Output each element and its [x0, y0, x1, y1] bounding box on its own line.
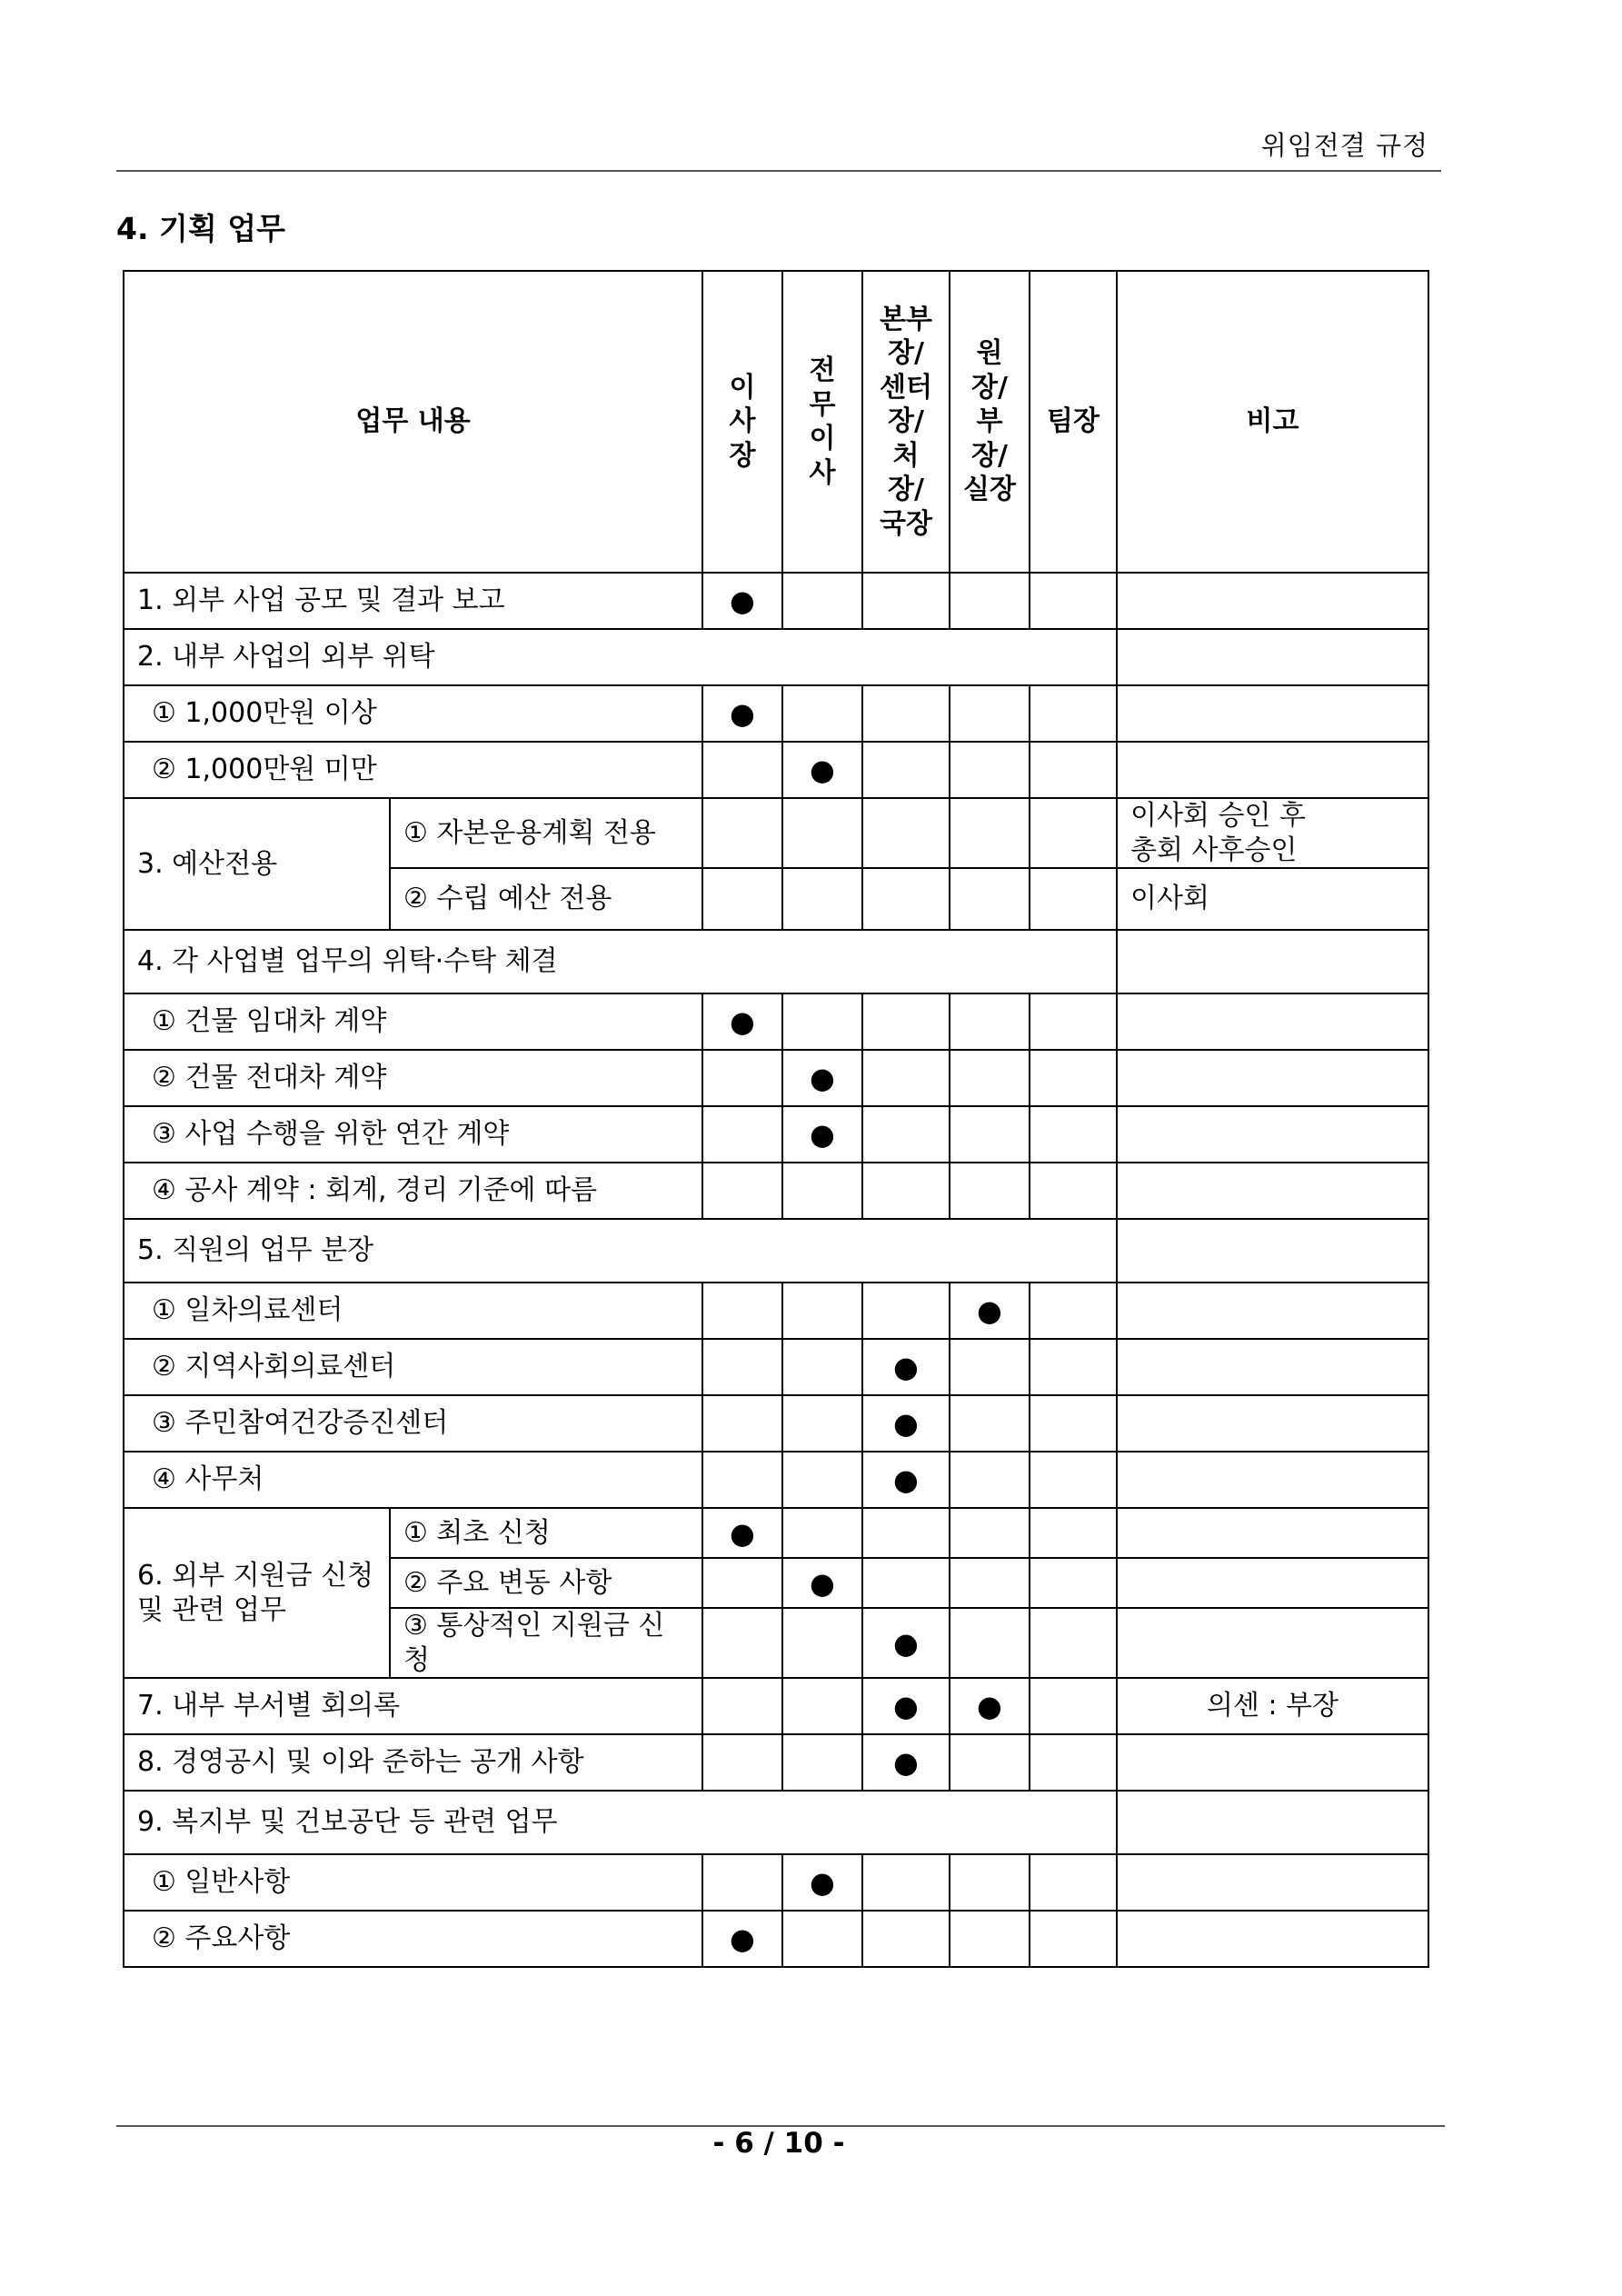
mark-cell: [782, 1395, 862, 1452]
mark-cell: [1030, 742, 1117, 798]
mark-cell: [782, 1508, 862, 1558]
mark-cell: ●: [862, 1452, 950, 1508]
note-cell: [1117, 685, 1428, 742]
mark-cell: [950, 1395, 1030, 1452]
table-row: [124, 1219, 1428, 1283]
table-row: [124, 1911, 1428, 1967]
note-cell: [1117, 1106, 1428, 1163]
mark-cell: [1030, 1283, 1117, 1339]
mark-cell: [1030, 1678, 1117, 1734]
row-label: ① 건물 임대차 계약: [124, 993, 702, 1050]
mark-cell: [862, 1911, 950, 1967]
mark-cell: [862, 868, 950, 930]
row-label: 7. 내부 부서별 회의록: [124, 1678, 702, 1734]
mark-cell: [950, 1050, 1030, 1106]
mark-cell: [1030, 868, 1117, 930]
table-row: [124, 1508, 1428, 1558]
row-label: ② 건물 전대차 계약: [124, 1050, 702, 1106]
header-team-lead: 팀장: [1030, 271, 1117, 573]
mark-cell: ●: [782, 1050, 862, 1106]
mark-cell: ●: [782, 1106, 862, 1163]
mark-cell: [702, 798, 782, 868]
row-label: ③ 통상적인 지원금 신청: [390, 1608, 702, 1678]
mark-cell: [862, 685, 950, 742]
note-cell: [1117, 1163, 1428, 1219]
mark-cell: [782, 993, 862, 1050]
delegation-table: [123, 270, 1429, 1968]
mark-cell: [782, 798, 862, 868]
mark-cell: [702, 1163, 782, 1219]
table-row: [124, 1854, 1428, 1911]
mark-cell: [950, 993, 1030, 1050]
row-label: ② 지역사회의료센터: [124, 1339, 702, 1395]
mark-cell: [862, 1106, 950, 1163]
header-managing-director: [782, 271, 862, 573]
note-cell: [1117, 1791, 1428, 1854]
table-row: [124, 629, 1428, 685]
table-row: [124, 1452, 1428, 1508]
note-cell: [1117, 629, 1428, 685]
mark-cell: [702, 1339, 782, 1395]
mark-cell: [702, 1734, 782, 1791]
document-title: 위임전결 규정: [1260, 130, 1428, 161]
note-cell: [1117, 1734, 1428, 1791]
mark-cell: [782, 1339, 862, 1395]
mark-cell: ●: [782, 742, 862, 798]
table-row: [124, 685, 1428, 742]
note-cell: 이사회: [1117, 868, 1428, 930]
mark-cell: ●: [702, 573, 782, 629]
row-label: ① 일차의료센터: [124, 1283, 702, 1339]
mark-cell: [1030, 1452, 1117, 1508]
note-cell: [1117, 1219, 1428, 1283]
mark-cell: [950, 1452, 1030, 1508]
row-label: 1. 외부 사업 공모 및 결과 보고: [124, 573, 702, 629]
row-label: ① 자본운용계획 전용: [390, 798, 702, 868]
mark-cell: [950, 1608, 1030, 1678]
row-label: ① 최초 신청: [390, 1508, 702, 1558]
note-cell: [1117, 1050, 1428, 1106]
mark-cell: [950, 685, 1030, 742]
note-cell: [1117, 1452, 1428, 1508]
note-cell: 의센 : 부장: [1117, 1678, 1428, 1734]
mark-cell: [702, 742, 782, 798]
note-cell: [1117, 573, 1428, 629]
note-cell: [1117, 1558, 1428, 1608]
mark-cell: [1030, 1854, 1117, 1911]
mark-cell: [950, 1106, 1030, 1163]
row-heading: 4. 각 사업별 업무의 위탁·수탁 체결: [124, 930, 1117, 993]
row-heading: 5. 직원의 업무 분장: [124, 1219, 1117, 1283]
mark-cell: [862, 1050, 950, 1106]
note-cell: [1117, 1283, 1428, 1339]
mark-cell: [950, 1558, 1030, 1608]
mark-cell: ●: [782, 1854, 862, 1911]
mark-cell: [1030, 1911, 1117, 1967]
row-label: ④ 사무처: [124, 1452, 702, 1508]
mark-cell: [702, 1050, 782, 1106]
mark-cell: [782, 868, 862, 930]
mark-cell: ●: [782, 1558, 862, 1608]
header-chairman-label: 이사장: [729, 371, 756, 472]
mark-cell: [1030, 1608, 1117, 1678]
mark-cell: [782, 1678, 862, 1734]
mark-cell: ●: [862, 1339, 950, 1395]
mark-cell: [782, 685, 862, 742]
header-chairman: [702, 271, 782, 573]
note-cell: [1117, 1911, 1428, 1967]
header-managing-director-label: 전무이사: [809, 354, 836, 489]
mark-cell: [702, 1106, 782, 1163]
note-cell: [1117, 1395, 1428, 1452]
mark-cell: [782, 1452, 862, 1508]
note-cell: [1117, 1608, 1428, 1678]
header-director-label: 원장/부장/실장: [963, 337, 1016, 506]
table-row: [124, 1050, 1428, 1106]
row-label: ③ 사업 수행을 위한 연간 계약: [124, 1106, 702, 1163]
note-cell: [1117, 742, 1428, 798]
mark-cell: [1030, 1734, 1117, 1791]
table-row: [124, 1339, 1428, 1395]
mark-cell: [862, 1163, 950, 1219]
mark-cell: [782, 1163, 862, 1219]
row-label: ① 1,000만원 이상: [124, 685, 702, 742]
table-row: [124, 742, 1428, 798]
table-header-row: [124, 271, 1428, 573]
row-label: ③ 주민참여건강증진센터: [124, 1395, 702, 1452]
group-label: 6. 외부 지원금 신청 및 관련 업무: [124, 1508, 390, 1678]
mark-cell: [862, 573, 950, 629]
mark-cell: ●: [862, 1608, 950, 1678]
mark-cell: [950, 1854, 1030, 1911]
mark-cell: ●: [862, 1734, 950, 1791]
mark-cell: [862, 798, 950, 868]
row-label: ② 수립 예산 전용: [390, 868, 702, 930]
mark-cell: [862, 1508, 950, 1558]
note-cell: [1117, 1854, 1428, 1911]
table-row: [124, 573, 1428, 629]
mark-cell: [862, 742, 950, 798]
table-row: [124, 930, 1428, 993]
mark-cell: [950, 798, 1030, 868]
row-label: 8. 경영공시 및 이와 준하는 공개 사항: [124, 1734, 702, 1791]
mark-cell: ●: [702, 1508, 782, 1558]
mark-cell: [782, 573, 862, 629]
table-row: [124, 798, 1428, 868]
row-label: ② 1,000만원 미만: [124, 742, 702, 798]
mark-cell: ●: [950, 1283, 1030, 1339]
group-label: 3. 예산전용: [124, 798, 390, 930]
row-heading: 9. 복지부 및 건보공단 등 관련 업무: [124, 1791, 1117, 1854]
row-label: ② 주요사항: [124, 1911, 702, 1967]
mark-cell: [702, 1608, 782, 1678]
row-label: ② 주요 변동 사항: [390, 1558, 702, 1608]
table-row: [124, 1734, 1428, 1791]
mark-cell: ●: [702, 685, 782, 742]
header-divider: [116, 170, 1441, 172]
mark-cell: [702, 1558, 782, 1608]
mark-cell: [950, 868, 1030, 930]
mark-cell: ●: [702, 993, 782, 1050]
table-row: [124, 1395, 1428, 1452]
mark-cell: [1030, 1163, 1117, 1219]
table-row: [124, 1791, 1428, 1854]
note-cell: [1117, 930, 1428, 993]
header-content: 업무 내용: [124, 271, 702, 573]
row-label: ① 일반사항: [124, 1854, 702, 1911]
mark-cell: [702, 868, 782, 930]
mark-cell: [702, 1678, 782, 1734]
note-cell: [1117, 993, 1428, 1050]
table-row: [124, 1106, 1428, 1163]
mark-cell: [950, 1508, 1030, 1558]
row-heading: 2. 내부 사업의 외부 위탁: [124, 629, 1117, 685]
header-division-head: [862, 271, 950, 573]
mark-cell: [950, 1339, 1030, 1395]
mark-cell: [1030, 573, 1117, 629]
section-title: 4. 기획 업무: [116, 211, 285, 246]
mark-cell: [1030, 1050, 1117, 1106]
mark-cell: [782, 1283, 862, 1339]
mark-cell: [950, 742, 1030, 798]
mark-cell: ●: [862, 1678, 950, 1734]
mark-cell: [950, 1911, 1030, 1967]
mark-cell: [950, 1163, 1030, 1219]
mark-cell: [950, 573, 1030, 629]
mark-cell: [862, 1854, 950, 1911]
note-cell: 이사회 승인 후 총회 사후승인: [1117, 798, 1428, 868]
mark-cell: [1030, 1106, 1117, 1163]
table-row: [124, 1283, 1428, 1339]
mark-cell: ●: [702, 1911, 782, 1967]
mark-cell: [702, 1283, 782, 1339]
header-division-head-label: 본부장/센터장/처장/국장: [880, 303, 932, 540]
header-note: 비고: [1117, 271, 1428, 573]
mark-cell: [1030, 993, 1117, 1050]
row-label: ④ 공사 계약 : 회계, 경리 기준에 따름: [124, 1163, 702, 1219]
mark-cell: [1030, 1508, 1117, 1558]
note-cell: [1117, 1508, 1428, 1558]
mark-cell: ●: [950, 1678, 1030, 1734]
mark-cell: ●: [862, 1395, 950, 1452]
table-row: [124, 1163, 1428, 1219]
mark-cell: [950, 1734, 1030, 1791]
mark-cell: [782, 1911, 862, 1967]
mark-cell: [782, 1608, 862, 1678]
mark-cell: [862, 1558, 950, 1608]
mark-cell: [862, 1283, 950, 1339]
mark-cell: [702, 1452, 782, 1508]
mark-cell: [1030, 1339, 1117, 1395]
mark-cell: [862, 993, 950, 1050]
mark-cell: [702, 1395, 782, 1452]
note-cell: [1117, 1339, 1428, 1395]
header-director: [950, 271, 1030, 573]
page-number: - 6 / 10 -: [712, 2127, 845, 2160]
table-row: [124, 993, 1428, 1050]
mark-cell: [1030, 1395, 1117, 1452]
table-row: [124, 1678, 1428, 1734]
mark-cell: [1030, 798, 1117, 868]
mark-cell: [1030, 1558, 1117, 1608]
mark-cell: [782, 1734, 862, 1791]
mark-cell: [1030, 685, 1117, 742]
mark-cell: [702, 1854, 782, 1911]
